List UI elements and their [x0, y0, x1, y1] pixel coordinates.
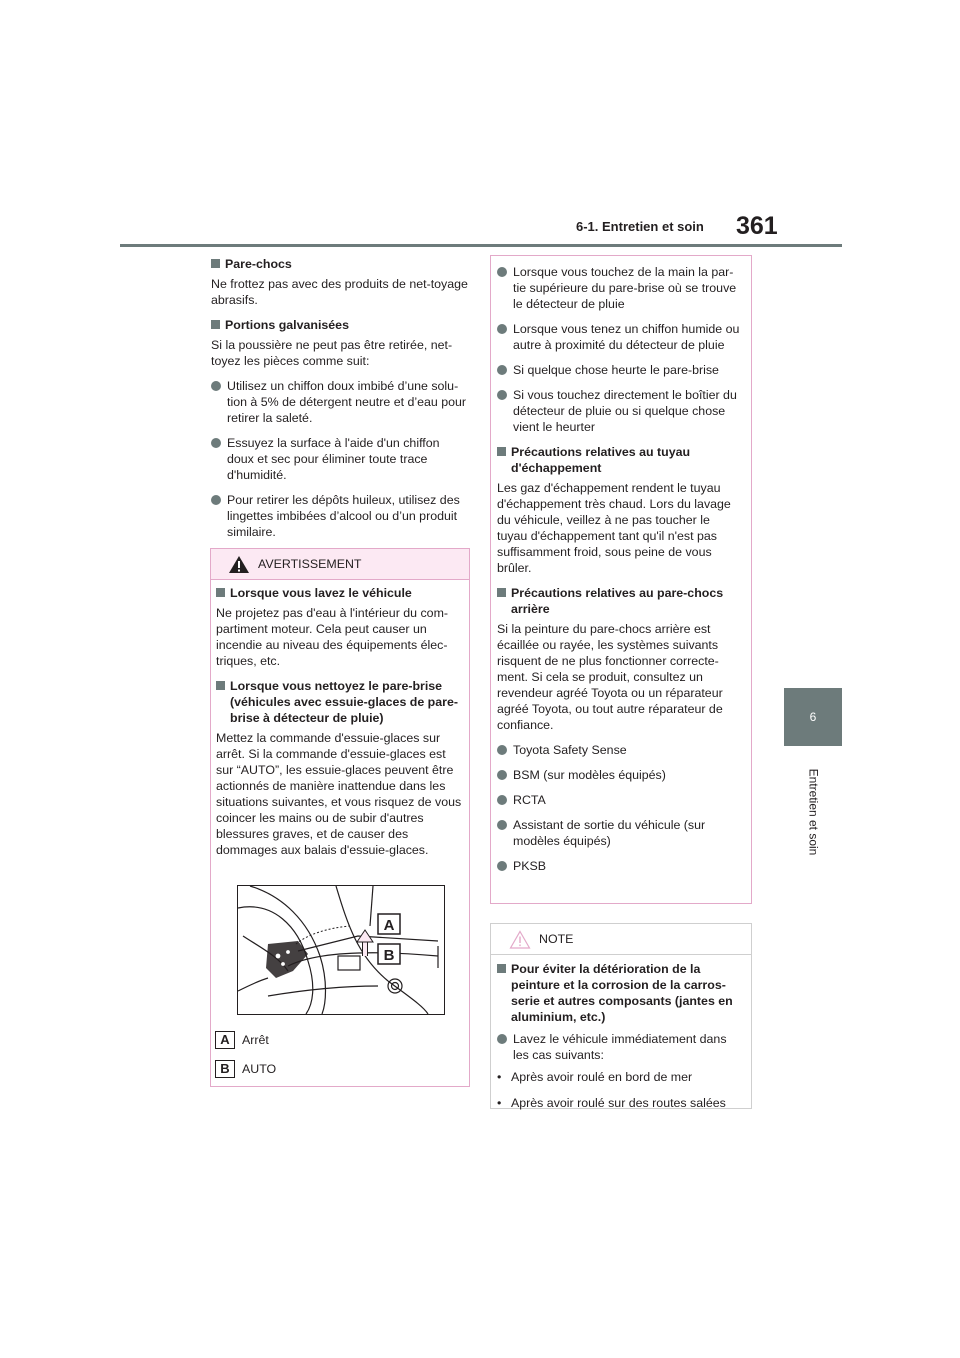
legend-text-b: AUTO: [242, 1062, 277, 1076]
pare-chocs-text: Ne frottez pas avec des produits de net-toyage abrasifs.: [211, 277, 468, 307]
square-bullet-icon: [216, 588, 225, 597]
list-item: Si quelque chose heurte le pare-brise: [497, 362, 743, 378]
warning-box-continued: [490, 255, 752, 904]
page-number: 361: [736, 212, 778, 240]
warning-text: Mettez la commande d'essuie-glaces sur arrêt. Si la commande d'essuie-glaces est sur “AUTO”, les essuie-glaces peuvent être actionnés de manière inattendue dans les situations suivantes, et vous risquez de vous coincer les mains ou de subir d'autres blessures graves, et de causer des dommages aux balais d'essuie-glaces.: [216, 731, 462, 857]
wiper-switch-figure: [237, 885, 445, 1015]
legend-badge-b: B: [215, 1060, 235, 1078]
square-bullet-icon: [497, 588, 506, 597]
chapter-number: 6: [809, 710, 817, 724]
chapter-label: Entretien et soin: [806, 768, 820, 856]
sub-list-item: • Après avoir roulé en bord de mer: [497, 1070, 693, 1084]
pare-chocs-arriere-heading: Précautions relatives au pare-chocs arrière: [497, 585, 743, 617]
list-item: BSM (sur modèles équipés): [497, 767, 743, 783]
list-item: Utilisez un chiffon doux imbibé d’une solu-tion à 5% de détergent neutre et d’eau pour retirer la saleté.: [211, 378, 469, 426]
round-bullet-icon: [211, 381, 221, 391]
round-bullet-icon: [497, 745, 507, 755]
tuyau-heading: Précautions relatives au tuyau d'échappement: [497, 444, 743, 476]
list-item: Si vous touchez directement le boîtier du détecteur de pluie ou si quelque chose vient le heurter: [497, 387, 743, 435]
round-bullet-icon: [497, 324, 507, 334]
square-bullet-icon: [497, 964, 506, 973]
figure-label-a: A: [383, 917, 395, 934]
round-bullet-icon: [497, 861, 507, 871]
galv-heading: Portions galvanisées: [211, 317, 469, 333]
figure-label-b: B: [383, 947, 395, 964]
arrow-up-icon: [357, 930, 373, 956]
tuyau-text: Les gaz d'échappement rendent le tuyau d'échappement très chaud. Lors du lavage du véhicule, veillez à ne pas toucher le tuyau d'échappement tant qu'il n'est pas suffisamment froid, sous peine de vous brûler.: [497, 481, 731, 575]
warning-continued-body: [491, 256, 751, 874]
legend-b: [215, 1060, 276, 1078]
left-column: [211, 256, 469, 540]
list-item: Toyota Safety Sense: [497, 742, 743, 758]
legend-text-a: Arrêt: [242, 1033, 269, 1047]
list-item: Lorsque vous touchez de la main la par-tie supérieure du pare-brise où se trouve le détecteur de pluie: [497, 264, 743, 312]
section-title: 6-1. Entretien et soin: [576, 219, 704, 234]
warning-heading: Lorsque vous lavez le véhicule: [216, 585, 463, 601]
square-bullet-icon: [211, 259, 220, 268]
warning-box: [210, 548, 470, 1087]
legend-a: [215, 1031, 269, 1049]
list-item: Pour retirer les dépôts huileux, utilisez des lingettes imbibées d’alcool ou d’un produit similaire.: [211, 492, 469, 540]
round-bullet-icon: [211, 438, 221, 448]
list-item: Assistant de sortie du véhicule (sur modèles équipés): [497, 817, 743, 849]
list-item: Essuyez la surface à l'aide d'un chiffon doux et sec pour éliminer toute trace d'humidité.: [211, 435, 469, 483]
list-item: Lorsque vous tenez un chiffon humide ou autre à proximité du détecteur de pluie: [497, 321, 743, 353]
round-bullet-icon: [497, 390, 507, 400]
pare-chocs-heading: Pare-chocs: [211, 256, 469, 272]
warning-title: AVERTISSEMENT: [258, 557, 362, 571]
warning-text: Ne projetez pas d'eau à l'intérieur du com-partiment moteur. Cela peut causer un incendie au niveau des équipements élec-triques, etc.: [216, 606, 449, 668]
caution-triangle-icon: [509, 930, 531, 949]
list-item: Lavez le véhicule immédiatement dans les cas suivants:: [497, 1031, 743, 1063]
note-body: [491, 955, 751, 1111]
note-title: NOTE: [539, 932, 574, 946]
square-bullet-icon: [497, 447, 506, 456]
legend-badge-a: A: [215, 1031, 235, 1049]
round-bullet-icon: [497, 1034, 507, 1044]
chapter-tab[interactable]: [784, 688, 842, 746]
round-bullet-icon: [497, 770, 507, 780]
square-bullet-icon: [211, 320, 220, 329]
sub-list-item: • Après avoir roulé sur des routes salées: [497, 1096, 726, 1110]
list-item: PKSB: [497, 858, 743, 874]
wiper-switch-illustration: [238, 886, 444, 1014]
note-box: [490, 923, 752, 1109]
note-header: [491, 924, 751, 955]
list-item: RCTA: [497, 792, 743, 808]
warning-heading: Lorsque vous nettoyez le pare-brise (véhicules avec essuie-glaces de pare-brise à détecteur de pluie): [216, 678, 463, 726]
warning-triangle-icon: [228, 555, 250, 574]
round-bullet-icon: [497, 795, 507, 805]
pare-chocs-arriere-text: Si la peinture du pare-chocs arrière est écaillée ou rayée, les systèmes suivants risquent de ne plus fonctionner correcte-ment. Si cela se produit, consultez un revendeur agréé Toyota ou un réparateur agréé Toyota, ou tout autre réparateur de confiance.: [497, 622, 723, 732]
note-heading: Pour éviter la détérioration de la peinture et la corrosion de la carros-serie et autres composants (jantes en aluminium, etc.): [497, 961, 743, 1025]
round-bullet-icon: [497, 820, 507, 830]
round-bullet-icon: [497, 365, 507, 375]
round-bullet-icon: [211, 495, 221, 505]
warning-body: [211, 580, 469, 858]
square-bullet-icon: [216, 681, 225, 690]
warning-header: [211, 549, 469, 580]
header-divider: [120, 244, 842, 247]
round-bullet-icon: [497, 267, 507, 277]
galv-text: Si la poussière ne peut pas être retirée, net-toyez les pièces comme suit:: [211, 338, 453, 368]
